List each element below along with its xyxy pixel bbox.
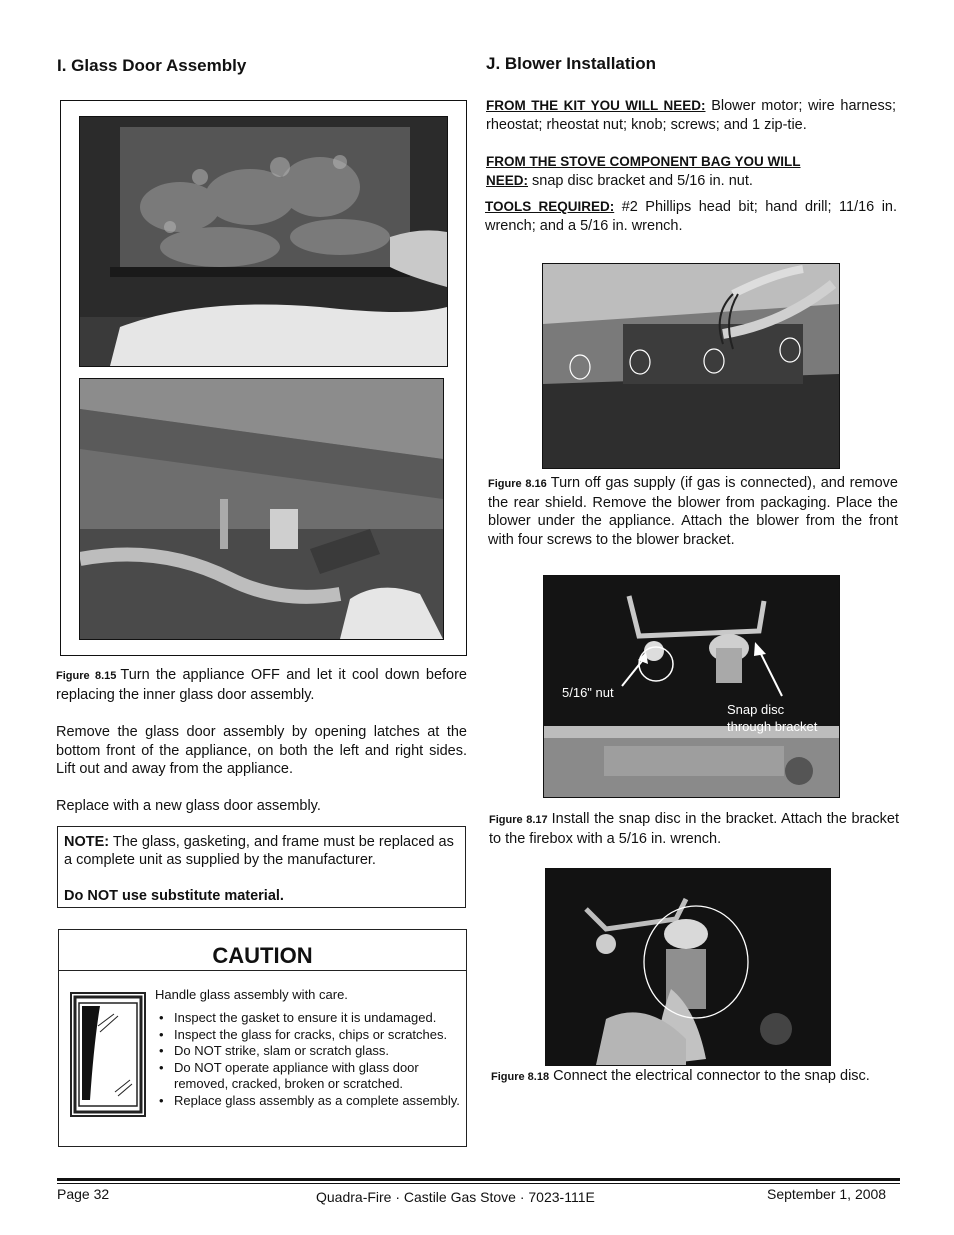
stove-label-line-1: FROM THE STOVE COMPONENT BAG YOU WILL bbox=[486, 154, 801, 169]
caution-box bbox=[58, 929, 467, 1147]
caution-title: CAUTION bbox=[59, 930, 466, 971]
note-label: NOTE: bbox=[64, 834, 110, 850]
figure-label: Figure 8.18 bbox=[491, 1071, 550, 1083]
callout-snap-disc-line-2: through bracket bbox=[727, 719, 818, 734]
list-item: • Inspect the glass for cracks, chips or scratches. bbox=[156, 1027, 461, 1044]
stove-label-line-2: NEED: bbox=[486, 172, 529, 188]
figure-caption: Turn off gas supply (if gas is connected), and remove the rear shield. Remove the blower from packaging. Place the blower under the appliance. Attach the blower from the front with four screws to the blower bracket. bbox=[488, 475, 898, 548]
photo-electrical-connector bbox=[545, 868, 831, 1066]
figure-8-18-caption-block bbox=[491, 1067, 901, 1087]
callout-nut-label: 5/16" nut bbox=[562, 685, 614, 700]
list-item: • Do NOT strike, slam or scratch glass. bbox=[156, 1043, 461, 1060]
footer-rule-thick bbox=[57, 1178, 900, 1181]
photo-blower-bracket bbox=[542, 263, 840, 469]
figure-caption: Turn the appliance OFF and let it cool down before replacing the inner glass door assembly. bbox=[56, 667, 468, 703]
removal-instructions: Remove the glass door assembly by opening latches at the bottom front of the appliance, on both the left and right sides. Lift out and away from the appliance. bbox=[56, 724, 467, 777]
section-heading-blower: J. Blower Installation bbox=[486, 54, 657, 73]
footer-rule-thin bbox=[57, 1183, 900, 1184]
figure-8-15-caption-block bbox=[56, 666, 467, 704]
glass-door-icon bbox=[70, 992, 146, 1117]
photo-door-latch bbox=[79, 378, 444, 640]
caution-list bbox=[156, 1010, 461, 1109]
replace-instructions: Replace with a new glass door assembly. bbox=[56, 798, 321, 814]
figure-caption: Connect the electrical connector to the snap disc. bbox=[553, 1068, 870, 1084]
tools-label: TOOLS REQUIRED: bbox=[485, 199, 615, 214]
kit-requirements bbox=[486, 97, 896, 134]
tools-text: #2 Phillips head bit; hand drill; 11/16 in. wrench; and a 5/16 in. wrench. bbox=[485, 199, 898, 234]
stove-text: snap disc bracket and 5/16 in. nut. bbox=[532, 172, 753, 189]
page-number: Page 32 bbox=[57, 1186, 110, 1202]
figure-label: Figure 8.17 bbox=[489, 814, 548, 826]
stove-bag-requirements bbox=[486, 153, 896, 190]
kit-label: FROM THE KIT YOU WILL NEED: bbox=[486, 98, 706, 113]
kit-text: Blower motor; wire harness; rheostat; rheostat nut; knob; screws; and 1 zip-tie. bbox=[486, 98, 897, 133]
tools-required bbox=[485, 198, 897, 235]
note-text: The glass, gasketing, and frame must be replaced as a complete unit as supplied by the manufacturer. bbox=[64, 834, 454, 868]
figure-caption: Install the snap disc in the bracket. Attach the bracket to the firebox with a 5/16 in. wrench. bbox=[489, 811, 900, 847]
section-heading-glass-door: I. Glass Door Assembly bbox=[57, 56, 247, 75]
note-text-block bbox=[64, 833, 459, 869]
document-date: September 1, 2008 bbox=[767, 1186, 887, 1202]
figure-8-16-caption-block bbox=[488, 474, 898, 549]
note-warning: Do NOT use substitute material. bbox=[64, 888, 284, 904]
list-item: • Do NOT operate appliance with glass door removed, cracked, broken or scratched. bbox=[156, 1060, 461, 1093]
photo-glass-door-removal bbox=[79, 116, 448, 367]
caution-intro: Handle glass assembly with care. bbox=[155, 987, 348, 1002]
note-box bbox=[57, 826, 466, 908]
list-item: • Inspect the gasket to ensure it is undamaged. bbox=[156, 1010, 461, 1027]
document-title: Quadra-Fire · Castile Gas Stove · 7023-111E bbox=[316, 1189, 595, 1205]
figure-8-17-caption-block bbox=[489, 810, 899, 848]
callout-snap-disc-line-1: Snap disc bbox=[727, 702, 785, 717]
figure-label: Figure 8.15 bbox=[56, 670, 117, 682]
list-item: • Replace glass assembly as a complete assembly. bbox=[156, 1093, 461, 1110]
figure-label: Figure 8.16 bbox=[488, 478, 547, 490]
